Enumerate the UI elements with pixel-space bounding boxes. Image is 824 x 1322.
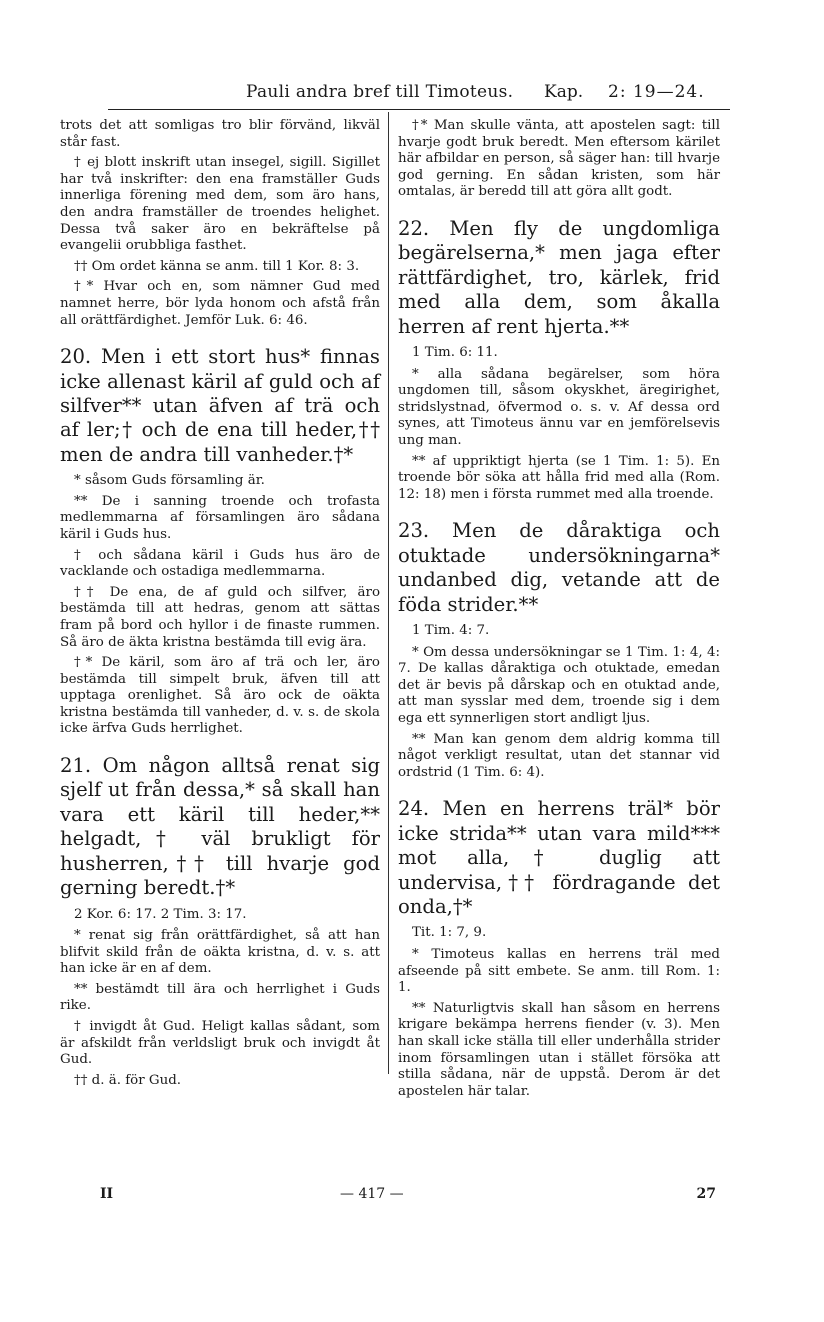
footnote: ** De i sanning troende och trofasta medlemmarna af församlingen äro sådana käril i Guds hus.: [60, 493, 380, 542]
footnote: †† Om ordet känna se anm. till 1 Kor. 8: 3.: [74, 258, 360, 274]
footnote: * alla sådana begärelser, som höra ungdomen till, såsom okyskhet, äregirighet, stridslystnad, öfvermod o. s. v. Af dessa ord synes, att Timoteus ännu var en jemförelsevis ung man.: [398, 366, 720, 448]
page-footer: [60, 1186, 720, 1208]
footnote: * renat sig från orättfärdighet, så att han blifvit skild från de oäkta kristna, d. v. s. att han icke är en af dem.: [60, 928, 380, 977]
cross-reference: 2 Kor. 6: 17. 2 Tim. 3: 17.: [74, 906, 247, 922]
footnote: trots det att somligas tro blir förvänd, likväl står fast.: [60, 118, 380, 150]
footnote: †† d. ä. för Gud.: [74, 1072, 182, 1088]
book-title: Pauli andra bref till Timoteus.: [246, 82, 514, 102]
footnote: † och sådana käril i Guds hus äro de vacklande och ostadiga medlemmarna.: [60, 547, 380, 580]
footnote: ** bestämdt till ära och herrlighet i Guds rike.: [60, 981, 380, 1014]
footnote: ** Naturligtvis skall han såsom en herrens krigare bekämpa herrens fiender (v. 3). Men han skall icke ställa till eller underhålla strider inom församlingen utan i stället försöka att stilla sådana, när de uppstå. Derom är det apostelen här talar.: [398, 1000, 720, 1099]
footnote: †† De ena, de af guld och silfver, äro bestämda till att hedras, genom att sättas fram på bord och hyllor i de finaste rummen. Så äro de äkta kristna bestämda till evig ära.: [60, 584, 380, 650]
verse-24: 24. Men en herrens träl* bör icke strida** utan vara mild*** mot alla,† duglig att undervisa,†† fördragande det onda,†*: [398, 797, 720, 918]
header-rule: [108, 109, 730, 110]
cross-reference: Tit. 1: 7, 9.: [412, 925, 487, 941]
chapter-label: Kap.: [544, 82, 584, 102]
footnote: † ej blott inskrift utan insegel, sigill. Sigillet har två inskrifter: den ena framställer Guds innerliga förening med dem, som äro hans, den andra framställer de troendes helighet. Dessa två saker äro en bekräftelse på evangelii orubbliga fasthet.: [60, 155, 380, 254]
left-column: [60, 118, 380, 1093]
footnote: * såsom Guds församling är.: [74, 473, 265, 489]
sheet-number: 27: [696, 1186, 716, 1202]
verse-22: 22. Men fly de ungdomliga begärelserna,* men jaga efter rättfärdighet, tro, kärlek, frid med alla dem, som åkalla herren af rent hjerta.**: [398, 216, 720, 338]
cross-reference: 1 Tim. 4: 7.: [412, 622, 490, 638]
verse-21: 21. Om någon alltså renat sig sjelf ut från dessa,* så skall han vara ett käril till heder,** helgadt,† väl brukligt för husherren,†† till hvarje god gerning beredt.†*: [60, 754, 380, 900]
cross-reference: 1 Tim. 6: 11.: [412, 345, 498, 360]
footnote: * Timoteus kallas en herrens träl med afseende på sitt embete. Se anm. till Rom. 1: 1.: [398, 946, 720, 996]
verse-20: 20. Men i ett stort hus* finnas icke allenast käril af guld och af silfver** utan äfven af trä och af ler;† och de ena till heder,†† men de andra till vanheder.†*: [60, 345, 380, 466]
right-column: [398, 118, 720, 1104]
running-header: [246, 82, 726, 108]
footnote: * Om dessa undersökningar se 1 Tim. 1: 4, 4: 7. De kallas dåraktiga och otuktade, emedan det är bevis på dårskap och en otuktad ande, att man sysslar med dem, troende sig i dem ega ett synnerligen stort andligt ljus.: [398, 644, 720, 726]
page-number: — 417 —: [340, 1186, 404, 1202]
verse-23: 23. Men de dåraktiga och otuktade undersökningarna* undanbed dig, vetande att de föda strider.**: [398, 519, 720, 616]
verse-range: 2: 19—24.: [608, 82, 705, 102]
footnote: ** Man kan genom dem aldrig komma till något verkligt resultat, utan det stannar vid ordstrid (1 Tim. 6: 4).: [398, 731, 720, 780]
footnote: †* De käril, som äro af trä och ler, äro bestämda till simpelt bruk, äfven till att upptaga orenlighet. Så äro ock de oäkta kristna bestämda till vanheder, d. v. s. de skola icke ärfva Guds herrlighet.: [60, 655, 380, 737]
footnote: ** af uppriktigt hjerta (se 1 Tim. 1: 5). En troende bör söka att hålla frid med alla (Rom. 12: 18) men i första rummet med alla troende.: [398, 453, 720, 502]
column-divider: [388, 112, 389, 1074]
signature-mark: II: [100, 1186, 114, 1202]
footnote: † invigdt åt Gud. Heligt kallas sådant, som är afskildt från verldsligt bruk och invigdt åt Gud.: [60, 1019, 380, 1068]
footnote: †* Man skulle vänta, att apostelen sagt: till hvarje godt bruk beredt. Men eftersom kärilet här afbildar en person, så säger han: till hvarje god gerning. En sådan kristen, som här omtalas, är beredd till att göra allt godt.: [398, 118, 720, 200]
footnote: †* Hvar och en, som nämner Gud med namnet herre, bör lyda honom och afstå från all orättfärdighet. Jemför Luk. 6: 46.: [60, 279, 380, 328]
